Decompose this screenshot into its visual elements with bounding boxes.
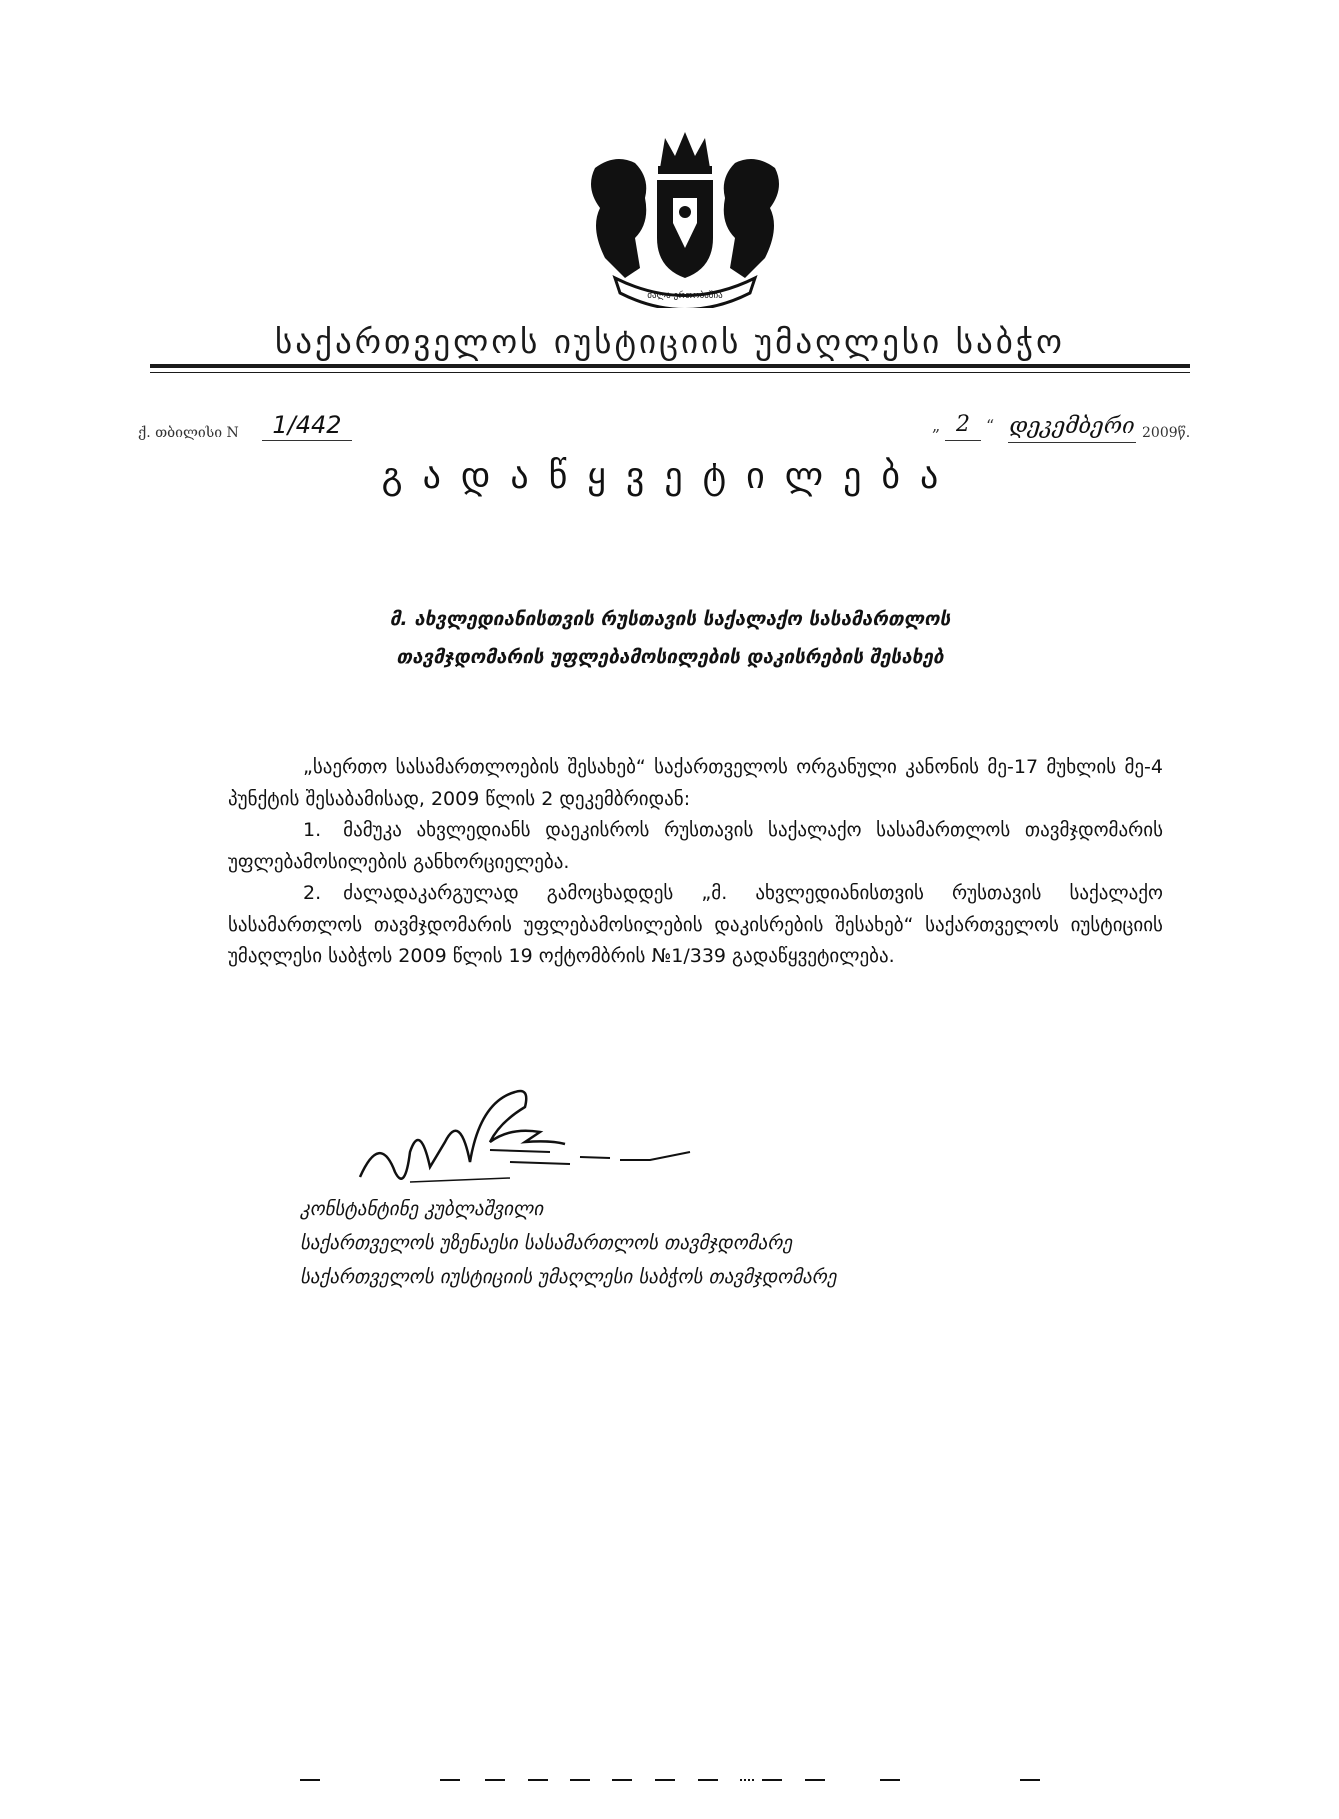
- subject-line-2: თავმჯდომარის უფლებამოსილების დაკისრების შესახებ: [396, 646, 944, 668]
- registration-label: ქ. თბილისი N: [138, 425, 239, 441]
- header-rule-thick: [150, 364, 1190, 368]
- signatory-title-1: საქართველოს უზენაესი სასამართლოს თავმჯდომარე: [300, 1232, 793, 1254]
- point-text: ძალადაკარგულად გამოცხადდეს „მ. ახვლედიანისთვის რუსთავის საქალაქო სასამართლოს თავმჯდომარის უფლებამოსილების დაკისრების შესახებ“ საქართველოს იუსტიციის უმაღლესი საბჭოს 2009 წლის 19 ოქტომბრის №1/339 გადაწყვეტილება.: [228, 882, 1163, 967]
- registration-number: 1/442: [262, 410, 352, 441]
- signature-icon: [350, 1082, 710, 1202]
- document-subject: [300, 600, 1040, 676]
- organization-title: საქართველოს იუსტიციის უმაღლესი საბჭო: [275, 322, 1065, 361]
- date-year: 2009წ.: [1142, 425, 1191, 441]
- date-quote-close: “: [986, 416, 995, 435]
- point-number: 1.: [303, 819, 322, 841]
- dash-marks-icon: [300, 1770, 1060, 1790]
- body-point-2: [228, 878, 1163, 973]
- date-day: 2: [945, 410, 981, 441]
- coat-of-arms-emblem: [565, 128, 805, 308]
- document-body: [228, 752, 1163, 973]
- signatory-name: კონსტანტინე კუბლაშვილი: [300, 1198, 544, 1220]
- body-point-1: [228, 815, 1163, 878]
- date-month: დეკემბერი: [1008, 412, 1136, 443]
- emblem-ribbon-text: ძალა ერთობაშია: [647, 291, 723, 301]
- point-number: 2.: [303, 882, 322, 904]
- footer-scan-marks: [300, 1770, 1060, 1790]
- date-quote-open: „: [932, 416, 941, 435]
- signatory-title-2: საქართველოს იუსტიციის უმაღლესი საბჭოს თავმჯდომარე: [300, 1266, 837, 1288]
- body-intro: „საერთო სასამართლოების შესახებ“ საქართველოს ორგანული კანონის მე-17 მუხლის მე-4 პუნქტის შესაბამისად, 2009 წლის 2 დეკემბრიდან:: [228, 756, 1163, 810]
- document-type-heading: გადაწყვეტილება: [381, 456, 959, 497]
- header-rule-thin: [150, 372, 1190, 373]
- point-text: მამუკა ახვლედიანს დაეკისროს რუსთავის საქალაქო სასამართლოს თავმჯდომარის უფლებამოსილების განხორციელება.: [228, 819, 1163, 873]
- handwritten-signature: [350, 1082, 710, 1202]
- emblem-icon: [565, 128, 805, 308]
- signatory-block: [300, 1192, 837, 1294]
- subject-line-1: მ. ახვლედიანისთვის რუსთავის საქალაქო სასამართლოს: [389, 608, 951, 630]
